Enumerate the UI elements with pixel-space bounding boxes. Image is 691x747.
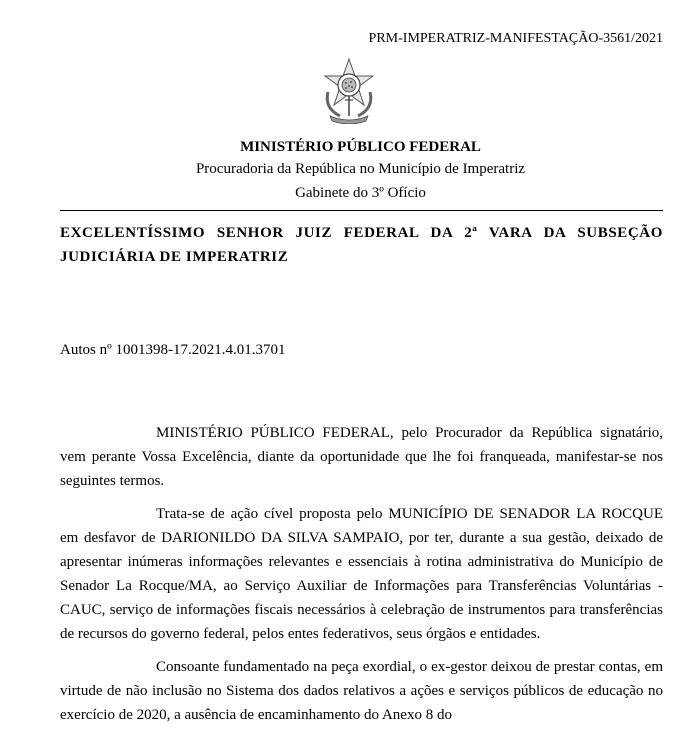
paragraph: MINISTÉRIO PÚBLICO FEDERAL, pelo Procurador da República signatário, vem perante Vossa Excelência, diante da oportunidade que lhe foi franqueada, manifestar-se nos seguintes termos. <box>60 425 663 489</box>
document-body <box>60 421 663 736</box>
addressee: EXCELENTÍSSIMO SENHOR JUIZ FEDERAL DA 2ª VARA DA SUBSEÇÃO JUDICIÁRIA DE IMPERATRIZ <box>60 225 663 265</box>
document-reference: PRM-IMPERATRIZ-MANIFESTAÇÃO-3561/2021 <box>368 31 663 46</box>
header-divider <box>60 210 663 211</box>
paragraph: Trata-se de ação cível proposta pelo MUNICÍPIO DE SENADOR LA ROCQUE em desfavor de DARIONILDO DA SILVA SAMPAIO, por ter, durante a sua gestão, deixado de apresentar inúmeras informações relevantes e essenciais à rotina administrativa do Município de Senador La Rocque/MA, ao Serviço Auxiliar de Informações para Transferências Voluntárias - CAUC, serviço de informações fiscais necessários à celebração de instrumentos para transferências de recursos do governo federal, pelos entes federativos, seus órgãos e entidades. <box>60 506 663 642</box>
office-name: Procuradoria da República no Município de Imperatriz <box>195 161 526 177</box>
cabinet-name: Gabinete do 3º Ofício <box>295 185 426 201</box>
case-number: Autos nº 1001398-17.2021.4.01.3701 <box>60 342 286 358</box>
paragraph: Consoante fundamentado na peça exordial, o ex-gestor deixou de prestar contas, em virtude de não inclusão no Sistema dos dados relativos a ações e serviços públicos de educação no exercício de 2020, a ausência de encaminhamento do Anexo 8 do <box>60 659 663 723</box>
coat-of-arms-icon <box>320 56 378 124</box>
org-title: MINISTÉRIO PÚBLICO FEDERAL <box>240 139 481 155</box>
